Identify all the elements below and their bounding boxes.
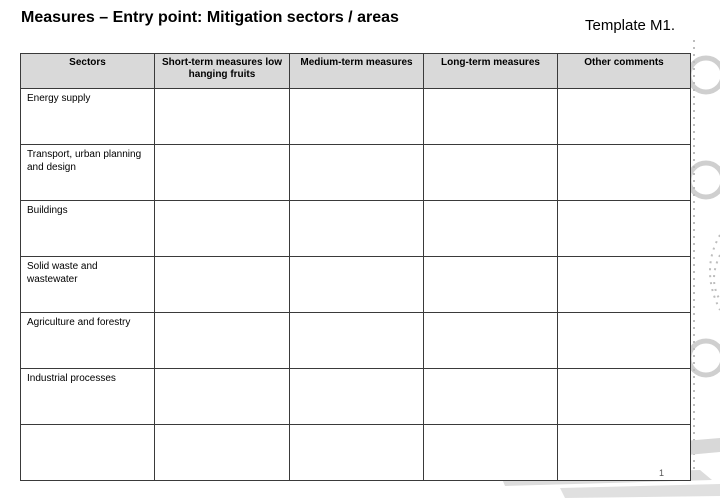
decorative-dotted-arc — [710, 235, 720, 310]
template-label: Template M1. — [585, 17, 676, 34]
table-header-row — [21, 54, 691, 89]
medium-term-cell[interactable] — [290, 425, 424, 481]
long-term-cell[interactable] — [424, 369, 558, 425]
medium-term-cell[interactable] — [290, 89, 424, 145]
short-term-cell[interactable] — [155, 201, 290, 257]
column-header-medium-term: Medium-term measures — [290, 54, 424, 89]
table-row — [21, 257, 691, 313]
long-term-cell[interactable] — [424, 201, 558, 257]
column-header-short-term: Short-term measures low hanging fruits — [155, 54, 290, 89]
table-row — [21, 313, 691, 369]
other-comments-cell[interactable] — [558, 425, 691, 481]
medium-term-cell[interactable] — [290, 145, 424, 201]
long-term-cell[interactable] — [424, 425, 558, 481]
sector-cell[interactable] — [21, 425, 155, 481]
measures-table — [20, 53, 691, 481]
other-comments-cell[interactable] — [558, 257, 691, 313]
short-term-cell[interactable] — [155, 425, 290, 481]
sector-cell[interactable]: Transport, urban planning and design — [21, 145, 155, 201]
page-title: Measures – Entry point: Mitigation sectors / areas — [21, 9, 399, 26]
column-header-other-comments: Other comments — [558, 54, 691, 89]
short-term-cell[interactable] — [155, 145, 290, 201]
sector-cell[interactable]: Agriculture and forestry — [21, 313, 155, 369]
other-comments-cell[interactable] — [558, 369, 691, 425]
medium-term-cell[interactable] — [290, 201, 424, 257]
short-term-cell[interactable] — [155, 313, 290, 369]
table-row — [21, 369, 691, 425]
table-row — [21, 425, 691, 481]
medium-term-cell[interactable] — [290, 257, 424, 313]
sector-cell[interactable]: Energy supply — [21, 89, 155, 145]
long-term-cell[interactable] — [424, 89, 558, 145]
short-term-cell[interactable] — [155, 257, 290, 313]
other-comments-cell[interactable] — [558, 89, 691, 145]
sector-cell[interactable]: Industrial processes — [21, 369, 155, 425]
sector-cell[interactable]: Solid waste and wastewater — [21, 257, 155, 313]
sector-cell[interactable]: Buildings — [21, 201, 155, 257]
table-row — [21, 145, 691, 201]
decorative-dotted-arc — [714, 255, 720, 300]
medium-term-cell[interactable] — [290, 369, 424, 425]
other-comments-cell[interactable] — [558, 145, 691, 201]
short-term-cell[interactable] — [155, 89, 290, 145]
column-header-sectors: Sectors — [21, 54, 155, 89]
table-row — [21, 201, 691, 257]
decorative-brush-stroke — [560, 484, 720, 498]
long-term-cell[interactable] — [424, 257, 558, 313]
other-comments-cell[interactable] — [558, 313, 691, 369]
table-row — [21, 89, 691, 145]
column-header-long-term: Long-term measures — [424, 54, 558, 89]
short-term-cell[interactable] — [155, 369, 290, 425]
other-comments-cell[interactable] — [558, 201, 691, 257]
medium-term-cell[interactable] — [290, 313, 424, 369]
long-term-cell[interactable] — [424, 313, 558, 369]
page-number: 1 — [659, 468, 665, 478]
long-term-cell[interactable] — [424, 145, 558, 201]
